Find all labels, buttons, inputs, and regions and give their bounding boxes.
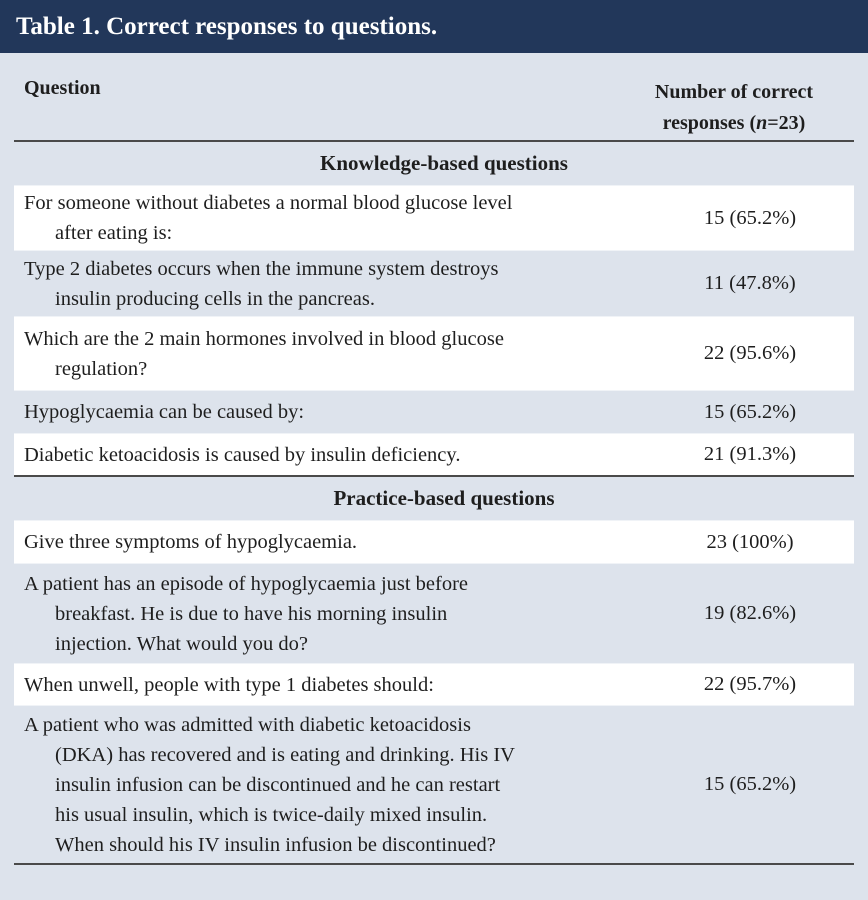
table-title-bar [0,0,868,53]
answer-cell: 19 (82.6%) [703,602,797,624]
table-row [14,705,854,863]
answer-cell: 11 (47.8%) [704,272,796,294]
table-title: Table 1. Correct responses to questions. [16,12,438,40]
table-row [14,563,854,663]
table-row [14,390,854,433]
section-heading-practice: Practice-based questions [333,486,555,510]
answer-cell: 15 (65.2%) [703,400,797,423]
answer-cell: 22 (95.6%) [703,342,797,364]
question-cell: A patient who was admitted with diabetic ketoacidosis (DKA) has recovered and is eating and drinking. His IV insulin infusion can be discontinued and he can restart his usual insulin, which is twice-daily mixed insulin. When should his IV insulin infusion be discontinued? [24,713,515,856]
answer-cell: 22 (95.7%) [703,673,797,695]
question-cell: A patient has an episode of hypoglycaemia just before breakfast. He is due to have his morning insulin injection. What would you do? [24,572,469,655]
table-row [14,185,854,250]
table-header [0,53,868,140]
answer-cell: 23 (100%) [706,530,794,553]
question-cell: Which are the 2 main hormones involved in blood glucose regulation? [24,327,504,380]
question-column-header: Question [24,77,101,99]
answer-cell: 15 (65.2%) [703,206,797,229]
question-cell: Give three symptoms of hypoglycaemia. [24,531,358,553]
answer-cell: 21 (91.3%) [703,443,797,465]
question-cell: Type 2 diabetes occurs when the immune system destroys insulin producing cells in the pancreas. [24,257,499,310]
question-cell: Hypoglycaemia can be caused by: [24,401,305,423]
section-heading-knowledge: Knowledge-based questions [320,151,568,175]
question-cell: Diabetic ketoacidosis is caused by insulin deficiency. [24,443,461,466]
question-cell: When unwell, people with type 1 diabetes should: [24,673,434,696]
responses-column-header: Number of correct responses (n=23) [654,81,813,134]
table-row [14,250,854,316]
table-row [14,316,854,390]
answer-cell: 15 (65.2%) [703,773,797,795]
table-bottom-rule [14,863,854,865]
table-row [14,520,854,563]
question-cell: For someone without diabetes a normal blood glucose level after eating is: [24,192,513,244]
table-row [14,433,854,475]
table-row [14,663,854,705]
